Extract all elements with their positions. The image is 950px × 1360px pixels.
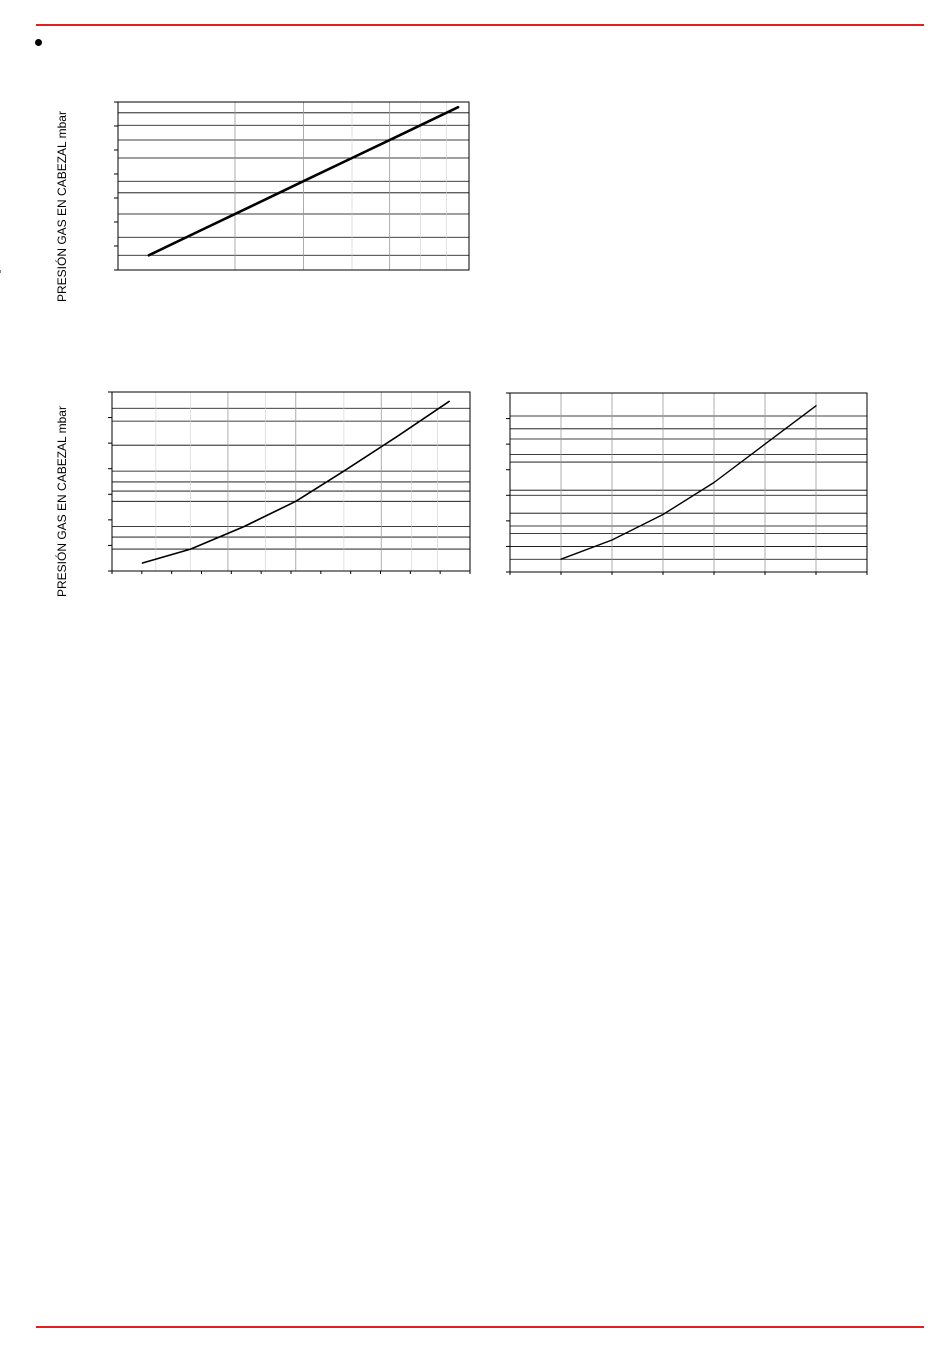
chart-2-y-axis-label: PRESIÓN GAS EN CABEZAL mbar bbox=[55, 406, 69, 597]
plot-frame bbox=[112, 392, 470, 571]
footer-rule bbox=[36, 1326, 924, 1328]
chart-1-y-axis-label: PRESIÓN GAS EN CABEZAL mbar bbox=[55, 111, 69, 302]
chart-1 bbox=[0, 102, 469, 273]
plot-frame bbox=[510, 393, 867, 572]
chart-2 bbox=[108, 392, 470, 574]
chart-3 bbox=[506, 393, 867, 575]
